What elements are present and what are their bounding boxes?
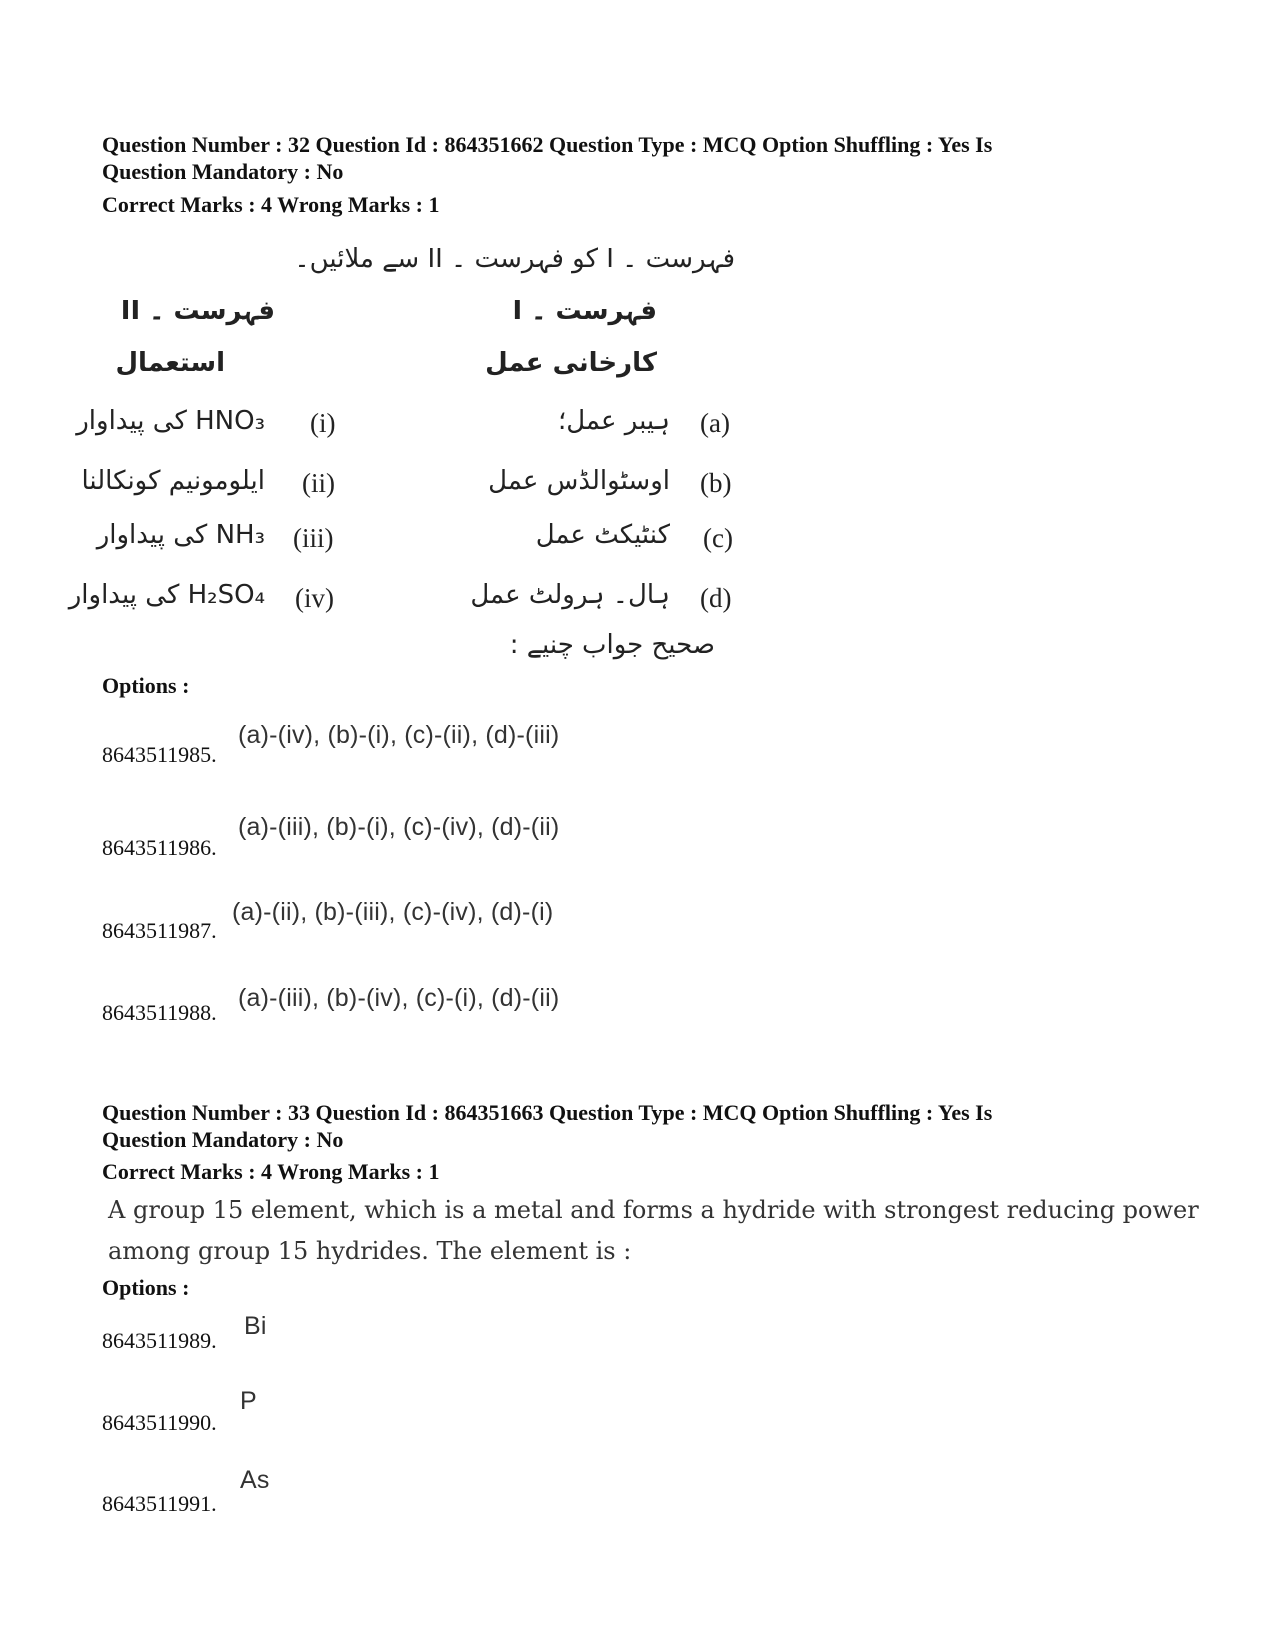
- list1-item-a: ہیبر عمل؛: [557, 406, 670, 436]
- q32-option-4-id: 8643511988.: [102, 1000, 217, 1025]
- q33-option-3-text[interactable]: As: [240, 1466, 270, 1494]
- list1-title: فہرست ۔ I: [512, 296, 657, 326]
- list1-label-b: (b): [700, 468, 732, 498]
- list2-label-ii: (ii): [302, 468, 335, 498]
- q33-marks: Correct Marks : 4 Wrong Marks : 1: [102, 1159, 440, 1184]
- choose-answer-text: صحیح جواب چنیے :: [509, 630, 715, 660]
- q32-option-1-text[interactable]: (a)-(iv), (b)-(i), (c)-(ii), (d)-(iii): [238, 721, 560, 749]
- q33-option-1-id: 8643511989.: [102, 1328, 217, 1353]
- q33-options-label: Options :: [102, 1275, 190, 1300]
- list1-label-d: (d): [700, 583, 732, 613]
- list1-label-c: (c): [703, 523, 733, 553]
- q33-option-3-id: 8643511991.: [102, 1491, 217, 1516]
- q33-option-2-text[interactable]: P: [240, 1387, 257, 1415]
- list1-item-d: ہال۔ ہرولٹ عمل: [470, 580, 670, 610]
- q32-instruction: فہرست ۔ I کو فہرست ۔ II سے ملائیں۔: [294, 244, 735, 274]
- list2-title: فہرست ۔ II: [120, 296, 275, 326]
- q33-header-line2: Question Mandatory : No: [102, 1127, 344, 1152]
- list1-label-a: (a): [700, 408, 730, 438]
- q32-marks: Correct Marks : 4 Wrong Marks : 1: [102, 192, 440, 217]
- list2-label-i: (i): [310, 408, 336, 438]
- list2-item-iv: H₂SO₄ کی پیداوار: [68, 580, 265, 610]
- q32-option-4-text[interactable]: (a)-(iii), (b)-(iv), (c)-(i), (d)-(ii): [238, 984, 560, 1012]
- q32-options-label: Options :: [102, 673, 190, 698]
- list2-label-iv: (iv): [295, 583, 334, 613]
- q33-option-2-id: 8643511990.: [102, 1410, 217, 1435]
- q32-header-line2: Question Mandatory : No: [102, 159, 344, 184]
- q32-header-line1: Question Number : 32 Question Id : 864351662 Question Type : MCQ Option Shuffling : Yes Is: [102, 132, 993, 157]
- q33-option-1-text[interactable]: Bi: [244, 1312, 267, 1340]
- q33-question-text: A group 15 element, which is a metal and forms a hydride with strongest reducing power among group 15 hydrides. The element is :: [108, 1196, 1199, 1265]
- list1-item-b: اوسٹوالڈس عمل: [488, 466, 670, 496]
- list2-item-i: HNO₃ کی پیداوار: [76, 406, 265, 436]
- list2-item-ii: ایلومونیم کونکالنا: [81, 466, 265, 496]
- q32-option-1-id: 8643511985.: [102, 742, 217, 767]
- q32-option-3-id: 8643511987.: [102, 918, 217, 943]
- list1-item-c: کنٹیکٹ عمل: [535, 520, 670, 550]
- list2-item-iii: NH₃ کی پیداوار: [96, 520, 265, 550]
- list2-subtitle: استعمال: [115, 348, 225, 378]
- list1-subtitle: کارخانی عمل: [485, 348, 657, 378]
- q32-option-2-id: 8643511986.: [102, 835, 217, 860]
- q32-option-2-text[interactable]: (a)-(iii), (b)-(i), (c)-(iv), (d)-(ii): [238, 813, 560, 841]
- q32-option-3-text[interactable]: (a)-(ii), (b)-(iii), (c)-(iv), (d)-(i): [232, 898, 554, 926]
- list2-label-iii: (iii): [293, 523, 334, 553]
- q33-header-line1: Question Number : 33 Question Id : 864351663 Question Type : MCQ Option Shuffling : Yes Is: [102, 1100, 993, 1125]
